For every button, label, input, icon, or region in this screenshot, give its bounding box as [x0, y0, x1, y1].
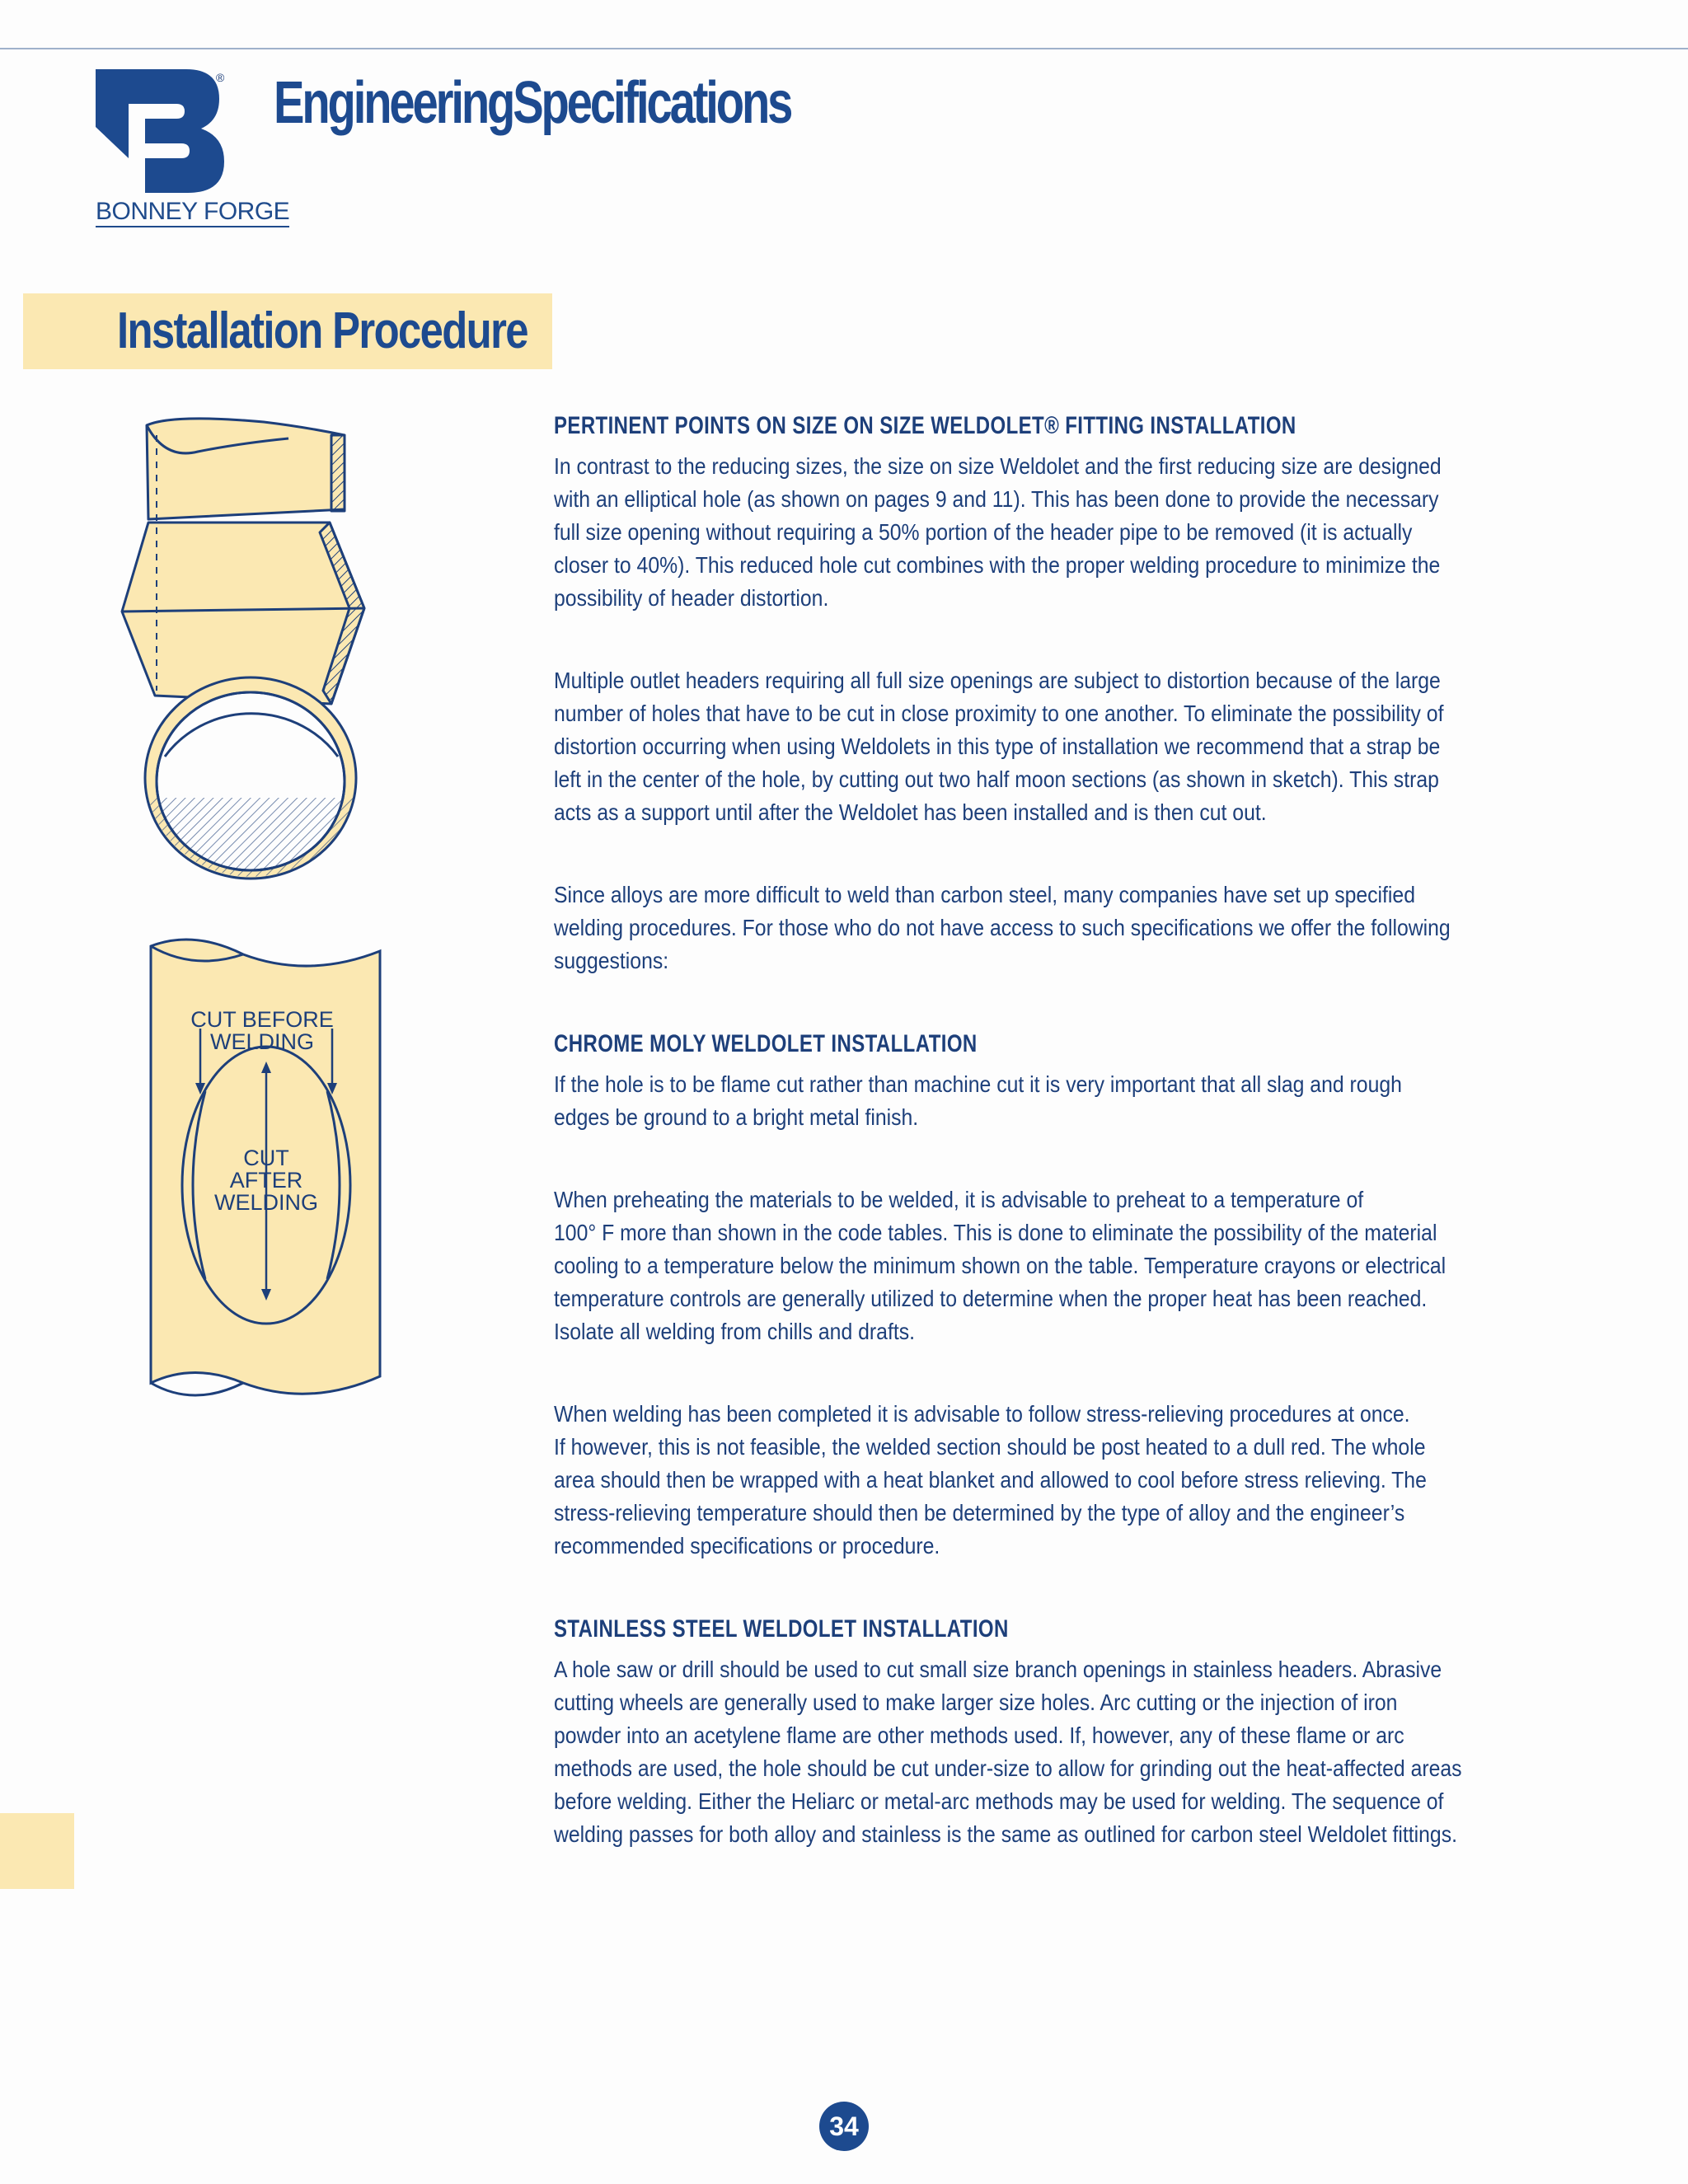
registered-mark: ®: [216, 71, 225, 84]
section-title: Installation Procedure: [117, 302, 528, 359]
cut-before-label: CUT BEFORE WELDING: [190, 1007, 334, 1054]
side-tab: [0, 1813, 74, 1889]
paragraph: Since alloys are more difficult to weld than carbon steel, many companies have set up specified welding procedures. For those who do not have access to such specifications we offer the following suggestions:: [554, 882, 1451, 973]
paragraph: Multiple outlet headers requiring all full size openings are subject to distortion because of the large number of holes that have to be cut in close proximity to one another. To eliminate the possibility of distortion occurring when using Weldolets in this type of installation we recommend that a strap be left in the center of the hole, by cutting out two half moon sections (as shown in sketch). This strap acts as a support until after the Weldolet has been installed and is then cut out.: [554, 668, 1444, 825]
paragraph: A hole saw or drill should be used to cut small size branch openings in stainless headers. Abrasive cutting wheels are generally used to make larger size holes. Arc cutting or the injection of iron powder into an acetylene flame are other methods used. If, however, any of these flame or arc methods are used, the hole should be cut under-size to allow for grinding out the heat-affected areas before welding. Either the Heliarc or metal-arc methods may be used for welding. The sequence of welding passes for both alloy and stainless is the same as outlined for carbon steel Weldolet fittings.: [554, 1657, 1462, 1847]
cut-after-label: CUT AFTER WELDING: [213, 1146, 318, 1215]
section-heading-chrome-moly: CHROME MOLY WELDOLET INSTALLATION: [554, 1030, 978, 1057]
paragraph: If the hole is to be flame cut rather than machine cut it is very important that all slag and rough edges be ground to a bright metal finish.: [554, 1071, 1402, 1130]
bonney-forge-logo: [96, 69, 224, 193]
paragraph: When welding has been completed it is advisable to follow stress-relieving procedures at once. If however, this is not feasible, the welded section should be post heated to a dull red. The whole area should then be wrapped with a heat blanket and allowed to cool before stress relieving. The stress-relieving temperature should then be determined by the type of alloy and the engineer’s recommended specifications or procedure.: [554, 1401, 1427, 1558]
top-rule: [0, 48, 1688, 49]
paragraph: In contrast to the reducing sizes, the size on size Weldolet and the first reducing size are designed with an elliptical hole (as shown on pages 9 and 11). This has been done to provide the necessary full size opening without requiring a 50% portion of the header pipe to be removed (it is actually closer to 40%). This reduced hole cut combines with the proper welding procedure to minimize the possibility of header distortion.: [554, 453, 1442, 611]
page-title: EngineeringSpecifications: [274, 70, 791, 136]
section-heading-stainless: STAINLESS STEEL WELDOLET INSTALLATION: [554, 1615, 1009, 1643]
section-heading-size-on-size: PERTINENT POINTS ON SIZE ON SIZE WELDOLET® FITTING INSTALLATION: [554, 412, 1296, 439]
page-number: 34: [819, 2102, 869, 2151]
paragraph: When preheating the materials to be welded, it is advisable to preheat to a temperature of 100° F more than shown in the code tables. This is done to eliminate the possibility of the material cooling to a temperature below the minimum shown on the table. Temperature crayons or electrical temperature controls are generally utilized to determine when the proper heat has been reached. Isolate all welding from chills and drafts.: [554, 1187, 1447, 1344]
weldolet-sketch: [115, 410, 396, 888]
brand-name: BONNEY FORGE: [96, 198, 289, 227]
